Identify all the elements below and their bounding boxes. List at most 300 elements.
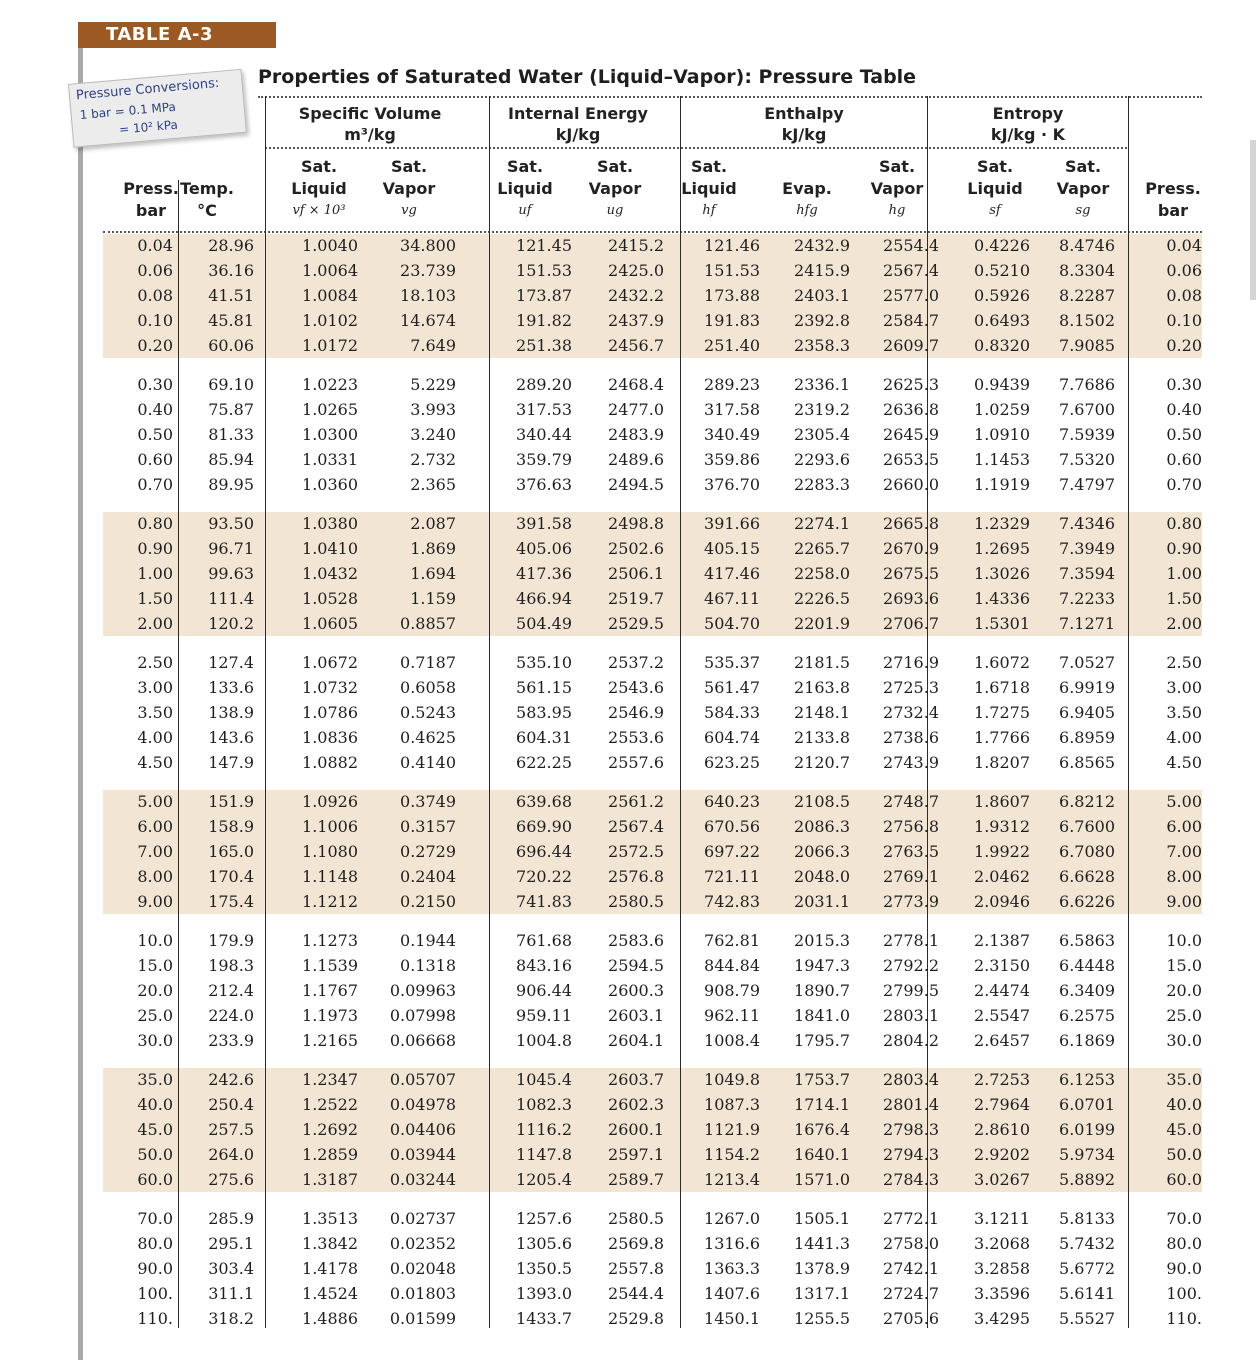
table-cell: 2120.7 xyxy=(794,753,850,772)
table-cell: 1.4886 xyxy=(302,1309,358,1328)
table-cell: 2432.2 xyxy=(608,286,664,305)
group-title: Enthalpy xyxy=(764,104,844,123)
table-cell: 5.8892 xyxy=(1059,1170,1115,1189)
table-cell: 1.2329 xyxy=(974,514,1030,533)
table-cell: 1213.4 xyxy=(704,1170,760,1189)
table-cell: 1.1767 xyxy=(302,981,358,1000)
table-cell: 1.0432 xyxy=(302,564,358,583)
table-cell: 1450.1 xyxy=(704,1309,760,1328)
table-cell: 1350.5 xyxy=(516,1259,572,1278)
table-cell: 8.4746 xyxy=(1059,236,1115,255)
table-cell: 2477.0 xyxy=(608,400,664,419)
table-cell: 7.7686 xyxy=(1059,375,1115,394)
table-cell: 7.649 xyxy=(410,336,456,355)
table-cell: 1.7275 xyxy=(974,703,1030,722)
column-header-label: Evap. xyxy=(782,179,832,198)
table-cell: 2804.2 xyxy=(883,1031,939,1050)
table-cell: 2567.4 xyxy=(608,817,664,836)
table-cell: 1.7766 xyxy=(974,728,1030,747)
table-cell: 1147.8 xyxy=(516,1145,572,1164)
column-header xyxy=(654,156,764,222)
table-cell: 6.0701 xyxy=(1059,1095,1115,1114)
table-cell: 80.0 xyxy=(137,1234,173,1253)
table-cell: 15.0 xyxy=(137,956,173,975)
table-cell: 2773.9 xyxy=(883,892,939,911)
table-cell: 1378.9 xyxy=(794,1259,850,1278)
table-cell: 2425.0 xyxy=(608,261,664,280)
group-unit: kJ/kg xyxy=(781,125,827,144)
table-cell: 1.1212 xyxy=(302,892,358,911)
table-cell: 0.10 xyxy=(137,311,173,330)
table-cell: 2544.4 xyxy=(608,1284,664,1303)
group-header xyxy=(476,103,680,145)
table-cell: 741.83 xyxy=(516,892,572,911)
table-cell: 1.2859 xyxy=(302,1145,358,1164)
column-header-label: Liquid xyxy=(681,179,737,198)
table-cell: 1004.8 xyxy=(516,1031,572,1050)
group-header xyxy=(928,103,1128,145)
table-cell: 0.2404 xyxy=(400,867,456,886)
table-cell: 0.1944 xyxy=(400,931,456,950)
table-cell: 1714.1 xyxy=(794,1095,850,1114)
table-cell: 0.5210 xyxy=(974,261,1030,280)
table-cell: 4.50 xyxy=(137,753,173,772)
table-cell: 1.0528 xyxy=(302,589,358,608)
table-cell: 1505.1 xyxy=(794,1209,850,1228)
table-cell: 6.0199 xyxy=(1059,1120,1115,1139)
table-cell: 1316.6 xyxy=(704,1234,760,1253)
table-cell: 2583.6 xyxy=(608,931,664,950)
column-header-label: Sat. xyxy=(878,157,916,176)
table-cell: 10.0 xyxy=(1166,931,1202,950)
table-cell: 45.0 xyxy=(137,1120,173,1139)
table-cell: 359.79 xyxy=(516,450,572,469)
table-cell: 0.8857 xyxy=(400,614,456,633)
table-cell: 2675.5 xyxy=(883,564,939,583)
table-cell: 0.4140 xyxy=(400,753,456,772)
table-cell: 2456.7 xyxy=(608,336,664,355)
table-cell: 1.0836 xyxy=(302,728,358,747)
table-cell: 1.869 xyxy=(410,539,456,558)
table-cell: 1753.7 xyxy=(794,1070,850,1089)
table-cell: 2358.3 xyxy=(794,336,850,355)
table-cell: 0.2729 xyxy=(400,842,456,861)
table-cell: 2602.3 xyxy=(608,1095,664,1114)
table-cell: 2066.3 xyxy=(794,842,850,861)
table-cell: 1676.4 xyxy=(794,1120,850,1139)
column-header-label: Sat. xyxy=(506,157,544,176)
table-cell: 2798.3 xyxy=(883,1120,939,1139)
table-cell: 2163.8 xyxy=(794,678,850,697)
table-cell: 1.0672 xyxy=(302,653,358,672)
table-cell: 165.0 xyxy=(208,842,254,861)
table-cell: 670.56 xyxy=(704,817,760,836)
table-cell: 100. xyxy=(137,1284,173,1303)
table-cell: 0.5926 xyxy=(974,286,1030,305)
table-cell: 2577.0 xyxy=(883,286,939,305)
table-cell: 6.3409 xyxy=(1059,981,1115,1000)
table-tag: TABLE A-3 xyxy=(78,22,276,48)
table-cell: 2.0946 xyxy=(974,892,1030,911)
table-cell: 2576.8 xyxy=(608,867,664,886)
table-cell: 30.0 xyxy=(137,1031,173,1050)
table-cell: 843.16 xyxy=(516,956,572,975)
table-cell: 303.4 xyxy=(208,1259,254,1278)
pressure-conversion-note xyxy=(68,69,247,148)
table-cell: 2725.3 xyxy=(883,678,939,697)
page-edge-tab xyxy=(1250,140,1256,300)
group-header xyxy=(681,103,927,145)
table-cell: 2.365 xyxy=(410,475,456,494)
table-cell: 2801.4 xyxy=(883,1095,939,1114)
column-header-rule xyxy=(103,231,1202,233)
table-cell: 28.96 xyxy=(208,236,254,255)
table-cell: 2392.8 xyxy=(794,311,850,330)
table-cell: 151.53 xyxy=(704,261,760,280)
table-cell: 4.00 xyxy=(1166,728,1202,747)
table-cell: 0.06668 xyxy=(389,1031,456,1050)
table-cell: 7.0527 xyxy=(1059,653,1115,672)
table-cell: 2557.6 xyxy=(608,753,664,772)
column-header-symbol: sf xyxy=(989,203,1001,218)
table-cell: 289.20 xyxy=(516,375,572,394)
table-cell: 8.00 xyxy=(137,867,173,886)
table-cell: 1.3187 xyxy=(302,1170,358,1189)
column-header-label: Sat. xyxy=(690,157,728,176)
table-cell: 3.2858 xyxy=(974,1259,1030,1278)
column-divider xyxy=(178,180,179,1328)
table-cell: 6.00 xyxy=(1166,817,1202,836)
table-cell: 6.1869 xyxy=(1059,1031,1115,1050)
table-cell: 2031.1 xyxy=(794,892,850,911)
conversion-heading: Pressure Conversions: xyxy=(75,75,220,104)
column-header-label: Sat. xyxy=(390,157,428,176)
table-cell: 0.90 xyxy=(1166,539,1202,558)
table-cell: 0.01803 xyxy=(389,1284,456,1303)
table-cell: 2415.2 xyxy=(608,236,664,255)
table-cell: 1947.3 xyxy=(794,956,850,975)
table-cell: 9.00 xyxy=(1166,892,1202,911)
table-cell: 70.0 xyxy=(137,1209,173,1228)
column-header-symbol: uf xyxy=(518,203,532,218)
table-cell: 0.30 xyxy=(137,375,173,394)
table-cell: 2274.1 xyxy=(794,514,850,533)
table-cell: 2.1387 xyxy=(974,931,1030,950)
table-cell: 4.00 xyxy=(137,728,173,747)
table-cell: 2.50 xyxy=(1166,653,1202,672)
table-cell: 0.3749 xyxy=(400,792,456,811)
table-cell: 1.1148 xyxy=(302,867,358,886)
table-cell: 504.49 xyxy=(516,614,572,633)
table-cell: 0.4226 xyxy=(974,236,1030,255)
table-cell: 959.11 xyxy=(516,1006,572,1025)
table-cell: 1.1006 xyxy=(302,817,358,836)
table-cell: 2529.5 xyxy=(608,614,664,633)
table-cell: 99.63 xyxy=(208,564,254,583)
table-cell: 275.6 xyxy=(208,1170,254,1189)
table-cell: 639.68 xyxy=(516,792,572,811)
table-cell: 1257.6 xyxy=(516,1209,572,1228)
table-cell: 6.7080 xyxy=(1059,842,1115,861)
table-cell: 45.0 xyxy=(1166,1120,1202,1139)
table-cell: 2636.8 xyxy=(883,400,939,419)
table-cell: 50.0 xyxy=(1166,1145,1202,1164)
table-cell: 2732.4 xyxy=(883,703,939,722)
table-cell: 2201.9 xyxy=(794,614,850,633)
table-cell: 1082.3 xyxy=(516,1095,572,1114)
table-cell: 198.3 xyxy=(208,956,254,975)
table-cell: 0.08 xyxy=(137,286,173,305)
table-cell: 10.0 xyxy=(137,931,173,950)
table-cell: 2.8610 xyxy=(974,1120,1030,1139)
table-cell: 535.37 xyxy=(704,653,760,672)
table-cell: 151.9 xyxy=(208,792,254,811)
table-cell: 2519.7 xyxy=(608,589,664,608)
table-cell: 311.1 xyxy=(208,1284,254,1303)
column-divider xyxy=(265,96,266,1328)
table-cell: 1317.1 xyxy=(794,1284,850,1303)
table-cell: 2763.5 xyxy=(883,842,939,861)
table-cell: 2468.4 xyxy=(608,375,664,394)
table-cell: 1.9312 xyxy=(974,817,1030,836)
table-cell: 2336.1 xyxy=(794,375,850,394)
table-cell: 6.8565 xyxy=(1059,753,1115,772)
table-cell: 2557.8 xyxy=(608,1259,664,1278)
column-header-label: Temp. xyxy=(180,179,234,198)
column-header-symbol: vg xyxy=(401,203,417,218)
column-header-label: °C xyxy=(197,201,217,220)
table-cell: 133.6 xyxy=(208,678,254,697)
table-cell: 0.90 xyxy=(137,539,173,558)
table-cell: 40.0 xyxy=(1166,1095,1202,1114)
table-cell: 0.09963 xyxy=(389,981,456,1000)
column-divider xyxy=(1128,96,1129,1328)
column-header-label: Liquid xyxy=(291,179,347,198)
table-cell: 2319.2 xyxy=(794,400,850,419)
table-cell: 2489.6 xyxy=(608,450,664,469)
table-cell: 3.50 xyxy=(137,703,173,722)
table-cell: 3.2068 xyxy=(974,1234,1030,1253)
table-cell: 2625.3 xyxy=(883,375,939,394)
table-cell: 224.0 xyxy=(208,1006,254,1025)
table-cell: 3.993 xyxy=(410,400,456,419)
table-cell: 1305.6 xyxy=(516,1234,572,1253)
table-cell: 2181.5 xyxy=(794,653,850,672)
table-cell: 173.88 xyxy=(704,286,760,305)
table-cell: 318.2 xyxy=(208,1309,254,1328)
table-cell: 89.95 xyxy=(208,475,254,494)
table-cell: 6.00 xyxy=(137,817,173,836)
table-cell: 2133.8 xyxy=(794,728,850,747)
table-cell: 7.6700 xyxy=(1059,400,1115,419)
table-cell: 0.05707 xyxy=(389,1070,456,1089)
table-cell: 561.15 xyxy=(516,678,572,697)
table-cell: 5.9734 xyxy=(1059,1145,1115,1164)
table-cell: 2742.1 xyxy=(883,1259,939,1278)
table-cell: 7.00 xyxy=(1166,842,1202,861)
table-cell: 0.80 xyxy=(1166,514,1202,533)
column-header-label: Sat. xyxy=(596,157,634,176)
table-cell: 3.4295 xyxy=(974,1309,1030,1328)
table-cell: 2.087 xyxy=(410,514,456,533)
table-cell: 317.58 xyxy=(704,400,760,419)
table-cell: 0.04978 xyxy=(389,1095,456,1114)
table-cell: 2738.6 xyxy=(883,728,939,747)
table-cell: 2283.3 xyxy=(794,475,850,494)
table-cell: 1433.7 xyxy=(516,1309,572,1328)
table-cell: 40.0 xyxy=(137,1095,173,1114)
table-cell: 0.40 xyxy=(1166,400,1202,419)
column-header-symbol: hg xyxy=(888,203,906,218)
table-cell: 2529.8 xyxy=(608,1309,664,1328)
table-cell: 405.15 xyxy=(704,539,760,558)
table-cell: 2748.7 xyxy=(883,792,939,811)
group-title: Internal Energy xyxy=(508,104,648,123)
table-cell: 7.2233 xyxy=(1059,589,1115,608)
table-cell: 175.4 xyxy=(208,892,254,911)
table-cell: 0.9439 xyxy=(974,375,1030,394)
column-header-label: Sat. xyxy=(976,157,1014,176)
table-cell: 2108.5 xyxy=(794,792,850,811)
table-cell: 35.0 xyxy=(1166,1070,1202,1089)
table-cell: 1.1080 xyxy=(302,842,358,861)
table-cell: 696.44 xyxy=(516,842,572,861)
table-cell: 1121.9 xyxy=(704,1120,760,1139)
table-cell: 2803.4 xyxy=(883,1070,939,1089)
table-cell: 45.81 xyxy=(208,311,254,330)
table-cell: 2799.5 xyxy=(883,981,939,1000)
table-cell: 2537.2 xyxy=(608,653,664,672)
table-cell: 0.1318 xyxy=(400,956,456,975)
table-cell: 2758.0 xyxy=(883,1234,939,1253)
table-cell: 0.20 xyxy=(137,336,173,355)
table-cell: 2498.8 xyxy=(608,514,664,533)
table-cell: 1255.5 xyxy=(794,1309,850,1328)
table-cell: 906.44 xyxy=(516,981,572,1000)
table-cell: 7.4346 xyxy=(1059,514,1115,533)
table-cell: 2.00 xyxy=(137,614,173,633)
table-cell: 1.5301 xyxy=(974,614,1030,633)
table-cell: 1.159 xyxy=(410,589,456,608)
table-cell: 7.3594 xyxy=(1059,564,1115,583)
table-cell: 0.8320 xyxy=(974,336,1030,355)
table-cell: 1.0360 xyxy=(302,475,358,494)
group-unit: kJ/kg · K xyxy=(990,125,1066,144)
table-cell: 2784.3 xyxy=(883,1170,939,1189)
table-cell: 127.4 xyxy=(208,653,254,672)
table-cell: 1.0910 xyxy=(974,425,1030,444)
table-cell: 5.5527 xyxy=(1059,1309,1115,1328)
table-cell: 604.74 xyxy=(704,728,760,747)
table-cell: 1.0882 xyxy=(302,753,358,772)
table-cell: 1045.4 xyxy=(516,1070,572,1089)
table-cell: 1.1539 xyxy=(302,956,358,975)
table-cell: 6.8212 xyxy=(1059,792,1115,811)
table-cell: 340.44 xyxy=(516,425,572,444)
table-cell: 2.4474 xyxy=(974,981,1030,1000)
table-cell: 2778.1 xyxy=(883,931,939,950)
table-cell: 640.23 xyxy=(704,792,760,811)
table-cell: 1.4336 xyxy=(974,589,1030,608)
table-cell: 1841.0 xyxy=(794,1006,850,1025)
table-cell: 762.81 xyxy=(704,931,760,950)
table-cell: 69.10 xyxy=(208,375,254,394)
table-cell: 1.0040 xyxy=(302,236,358,255)
table-cell: 1.0223 xyxy=(302,375,358,394)
table-cell: 1.1973 xyxy=(302,1006,358,1025)
table-cell: 2580.5 xyxy=(608,1209,664,1228)
table-cell: 2600.1 xyxy=(608,1120,664,1139)
left-margin-bar xyxy=(78,48,83,1360)
table-cell: 30.0 xyxy=(1166,1031,1202,1050)
table-cell: 110. xyxy=(137,1309,173,1328)
table-cell: 6.2575 xyxy=(1059,1006,1115,1025)
table-cell: 2743.9 xyxy=(883,753,939,772)
table-cell: 25.0 xyxy=(137,1006,173,1025)
table-cell: 6.6226 xyxy=(1059,892,1115,911)
table-cell: 2.50 xyxy=(137,653,173,672)
table-cell: 121.46 xyxy=(704,236,760,255)
table-cell: 257.5 xyxy=(208,1120,254,1139)
table-cell: 0.50 xyxy=(1166,425,1202,444)
table-cell: 7.00 xyxy=(137,842,173,861)
column-header-label: Sat. xyxy=(300,157,338,176)
table-cell: 20.0 xyxy=(137,981,173,1000)
table-cell: 1407.6 xyxy=(704,1284,760,1303)
table-cell: 110. xyxy=(1166,1309,1202,1328)
table-cell: 18.103 xyxy=(400,286,456,305)
table-cell: 8.00 xyxy=(1166,867,1202,886)
group-title: Specific Volume xyxy=(298,104,442,123)
table-cell: 0.70 xyxy=(1166,475,1202,494)
table-cell: 2.7964 xyxy=(974,1095,1030,1114)
table-cell: 1393.0 xyxy=(516,1284,572,1303)
table-cell: 60.06 xyxy=(208,336,254,355)
column-header-symbol: ug xyxy=(606,203,624,218)
table-cell: 2553.6 xyxy=(608,728,664,747)
table-cell: 405.06 xyxy=(516,539,572,558)
table-cell: 2258.0 xyxy=(794,564,850,583)
table-cell: 0.03244 xyxy=(389,1170,456,1189)
table-cell: 14.674 xyxy=(400,311,456,330)
table-cell: 15.0 xyxy=(1166,956,1202,975)
table-cell: 5.6772 xyxy=(1059,1259,1115,1278)
table-cell: 1.0605 xyxy=(302,614,358,633)
table-cell: 2665.8 xyxy=(883,514,939,533)
table-cell: 7.1271 xyxy=(1059,614,1115,633)
column-header xyxy=(152,178,262,222)
table-cell: 1.0102 xyxy=(302,311,358,330)
column-header-label: Vapor xyxy=(588,179,642,198)
group-header-rule xyxy=(265,147,1127,149)
table-cell: 60.0 xyxy=(137,1170,173,1189)
table-cell: 1049.8 xyxy=(704,1070,760,1089)
table-cell: 93.50 xyxy=(208,514,254,533)
table-cell: 2293.6 xyxy=(794,450,850,469)
table-cell: 173.87 xyxy=(516,286,572,305)
table-cell: 75.87 xyxy=(208,400,254,419)
table-cell: 2.7253 xyxy=(974,1070,1030,1089)
table-cell: 1.8607 xyxy=(974,792,1030,811)
table-cell: 0.6493 xyxy=(974,311,1030,330)
table-cell: 669.90 xyxy=(516,817,572,836)
table-cell: 2.9202 xyxy=(974,1145,1030,1164)
table-cell: 376.70 xyxy=(704,475,760,494)
table-cell: 191.83 xyxy=(704,311,760,330)
table-cell: 7.5320 xyxy=(1059,450,1115,469)
table-cell: 0.2150 xyxy=(400,892,456,911)
table-cell: 35.0 xyxy=(137,1070,173,1089)
